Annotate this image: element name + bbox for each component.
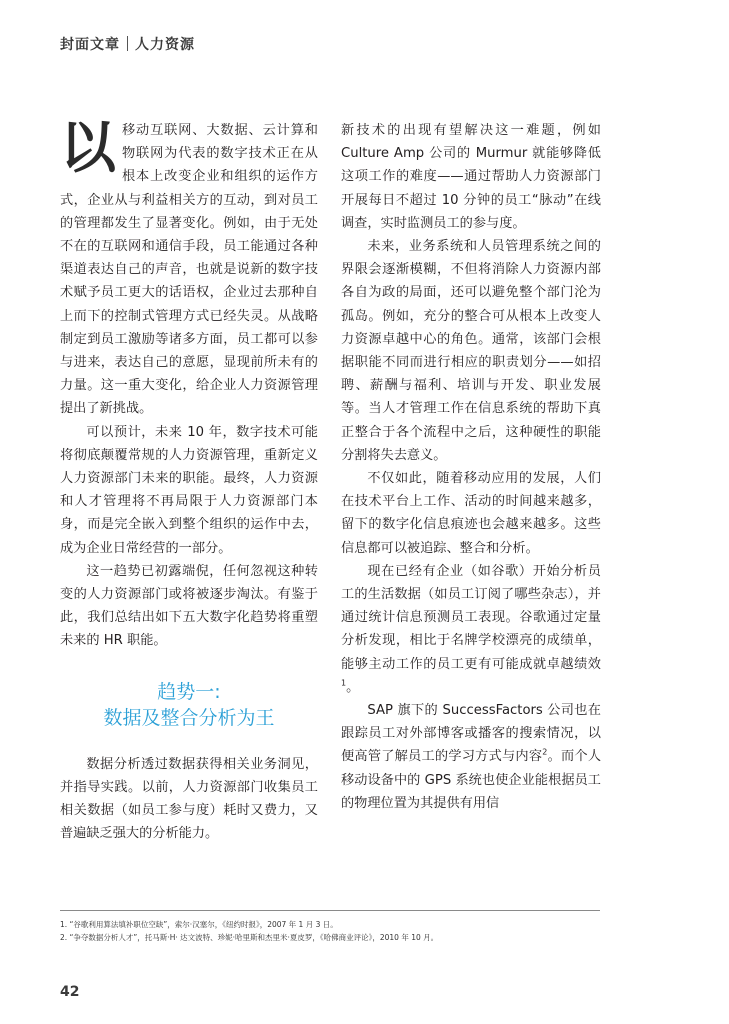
header-divider: [127, 36, 128, 51]
section-label: 封面文章: [60, 37, 120, 53]
article-paragraph: [60, 115, 318, 421]
article-paragraph: 新技术的出现有望解决这一难题，例如 Culture Amp 公司的 Murmur 就能够降低这项工作的难度——通过帮助人力资源部门开展每日不超过 10 分钟的员工“脉动”在线调查，实时监测员工的参与度。: [341, 123, 601, 231]
footnote-ref: 1: [341, 678, 347, 688]
article-paragraph: 不仅如此，随着移动应用的发展，人们在技术平台上工作、活动的时间越来越多，留下的数字化信息痕迹也会越来越多。这些信息都可以被追踪、整合和分析。: [341, 471, 601, 556]
section-heading: [60, 679, 318, 731]
footnote-item: 2. “争夺数据分析人才”，托马斯·H· 达文波特、珍妮·哈里斯和杰里米·夏皮罗，《哈佛商业评论》，2010 年 10 月。: [60, 933, 439, 942]
paragraph-text-end: 。: [346, 679, 360, 695]
paragraph-text: 现在已经有企业（如谷歌）开始分析员工的生活数据（如员工订阅了哪些杂志），并通过统计信息预测员工表现。谷歌通过定量分析发现，相比于名牌学校漂亮的成绩单，能够主动工作的员工更有可能成就卓越绩效: [341, 563, 601, 672]
article-paragraph: [341, 560, 601, 699]
left-column: [60, 115, 318, 845]
heading-line-2: 数据及整合分析为王: [103, 706, 275, 729]
footnote-item: 1. “谷歌利用算法填补职位空缺”，索尔·汉塞尔，《纽约时报》，2007 年 1 月 3 日。: [60, 920, 338, 929]
paragraph-text-end: 。而个人移动设备中的 GPS 系统也使企业能根据员工的物理位置为其提供有用信: [341, 749, 602, 811]
footnote-divider: [60, 910, 600, 911]
topic-label: 人力资源: [135, 37, 195, 53]
footnotes: [60, 918, 438, 944]
running-header: [60, 34, 195, 54]
page-number: 42: [60, 984, 80, 1000]
article-paragraph: 这一趋势已初露端倪，任何忽视这种转变的人力资源部门或将被逐步淘汰。有鉴于此，我们总结出如下五大数字化趋势将重塑未来的 HR 职能。: [60, 563, 318, 649]
article-paragraph: 可以预计，未来 10 年，数字技术可能将彻底颠覆常规的人力资源管理，重新定义人力资源部门未来的职能。最终，人力资源和人才管理将不再局限于人力资源部门本身，而是完全嵌入到整个组织的运作中去，成为企业日常经营的一部分。: [60, 424, 318, 556]
article-paragraph: 未来，业务系统和人员管理系统之间的界限会逐渐模糊，不但将消除人力资源内部各自为政的局面，还可以避免整个部门沦为孤岛。例如，充分的整合可从根本上改变人力资源卓越中心的角色。通常，该部门会根据职能不同而进行相应的职责划分——如招聘、薪酬与福利、培训与开发、职业发展等。当人才管理工作在信息系统的帮助下真正整合于各个流程中之后，这种硬性的职能分割将失去意义。: [341, 239, 601, 463]
paragraph-text: 移动互联网、大数据、云计算和物联网为代表的数字技术正在从根本上改变企业和组织的运作方式，企业从与利益相关方的互动，到对员工的管理都发生了显著变化。例如，由于无处不在的互联网和通信手段，员工能通过各种渠道表达自己的声音，也就是说新的数字技术赋予员工更大的话语权，企业过去那种自上而下的控制式管理方式已经失灵。从战略制定到员工激励等诸多方面，员工都可以参与进来，表达自己的意愿，显现前所未有的力量。这一重大变化，给企业人力资源管理提出了新挑战。: [60, 123, 318, 417]
paragraph-text: SAP 旗下的 SuccessFactors 公司也在跟踪员工对外部博客或播客的搜索情况，以便高管了解员工的学习方式与内容: [341, 703, 601, 765]
right-column: [341, 119, 601, 815]
article-paragraph: [341, 699, 601, 815]
heading-line-1: 趋势一:: [157, 680, 221, 703]
footnote-ref: 2: [542, 748, 548, 758]
article-paragraph: 数据分析透过数据获得相关业务洞见，并指导实践。以前，人力资源部门收集员工相关数据（如员工参与度）耗时又费力，又普遍缺乏强大的分析能力。: [60, 756, 318, 842]
drop-cap: 以: [60, 115, 116, 181]
